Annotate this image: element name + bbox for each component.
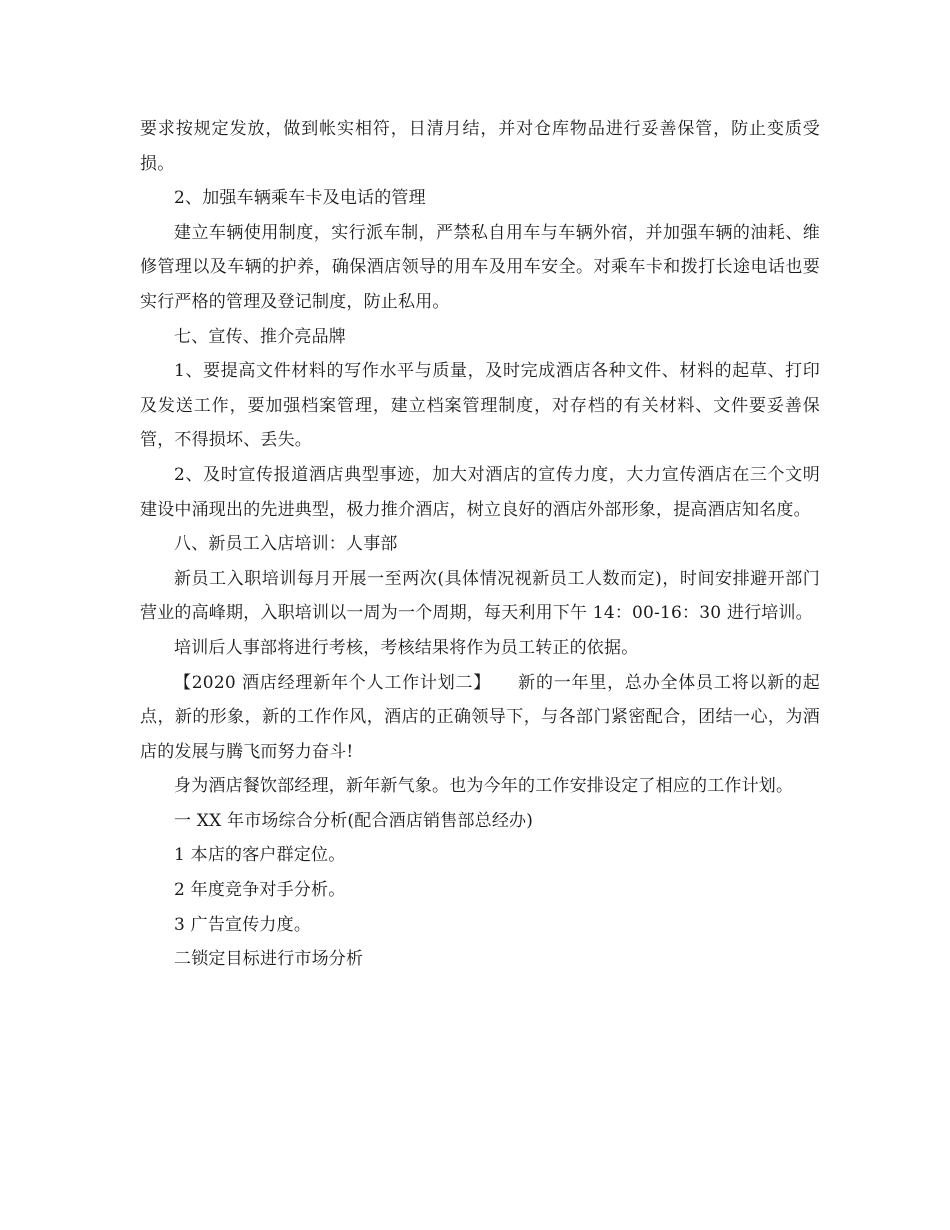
paragraph: 【2020 酒店经理新年个人工作计划二】 新的一年里，总办全体员工将以新的起点，新的形象，新的工作作风，酒店的正确领导下，与各部门紧密配合，团结一心，为酒店的发展与腾飞而努力奋斗! <box>140 672 820 762</box>
list-heading: 一 XX 年市场综合分析(配合酒店销售部总经办) <box>174 810 534 831</box>
paragraph: 建立车辆使用制度，实行派车制，严禁私自用车与车辆外宿，并加强车辆的油耗、维修管理以及车辆的护养，确保酒店领导的用车及用车安全。对乘车卡和拨打长途电话也要实行严格的管理及登记制度，防止私用。 <box>140 222 820 312</box>
subheading: 2、加强车辆乘车卡及电话的管理 <box>174 188 426 209</box>
paragraph: 身为酒店餐饮部经理，新年新气象。也为今年的工作安排设定了相应的工作计划。 <box>174 776 794 797</box>
document-body <box>140 112 820 977</box>
paragraph: 培训后人事部将进行考核，考核结果将作为员工转正的依据。 <box>174 637 639 658</box>
list-item: 1 本店的客户群定位。 <box>174 845 346 866</box>
list-heading: 二锁定目标进行市场分析 <box>174 949 364 970</box>
paragraph: 新员工入职培训每月开展一至两次(具体情况视新员工人数而定)，时间安排避开部门营业的高峰期，入职培训以一周为一个周期，每天利用下午 14：00-16：30 进行培训。 <box>140 568 820 624</box>
section-heading: 八、新员工入店培训：人事部 <box>174 534 398 555</box>
paragraph: 1、要提高文件材料的写作水平与质量，及时完成酒店各种文件、材料的起草、打印及发送工作，要加强档案管理，建立档案管理制度，对存档的有关材料、文件要妥善保管，不得损坏、丢失。 <box>140 361 820 451</box>
paragraph: 要求按规定发放，做到帐实相符，日清月结，并对仓库物品进行妥善保管，防止变质受损。 <box>140 119 820 174</box>
list-item: 2 年度竞争对手分析。 <box>174 880 346 901</box>
list-item: 3 广告宣传力度。 <box>174 914 312 935</box>
paragraph: 2、及时宣传报道酒店典型事迹，加大对酒店的宣传力度，大力宣传酒店在三个文明建设中涌现出的先进典型，极力推介酒店，树立良好的酒店外部形象，提高酒店知名度。 <box>140 464 820 520</box>
section-heading: 七、宣传、推介亮品牌 <box>174 326 346 347</box>
